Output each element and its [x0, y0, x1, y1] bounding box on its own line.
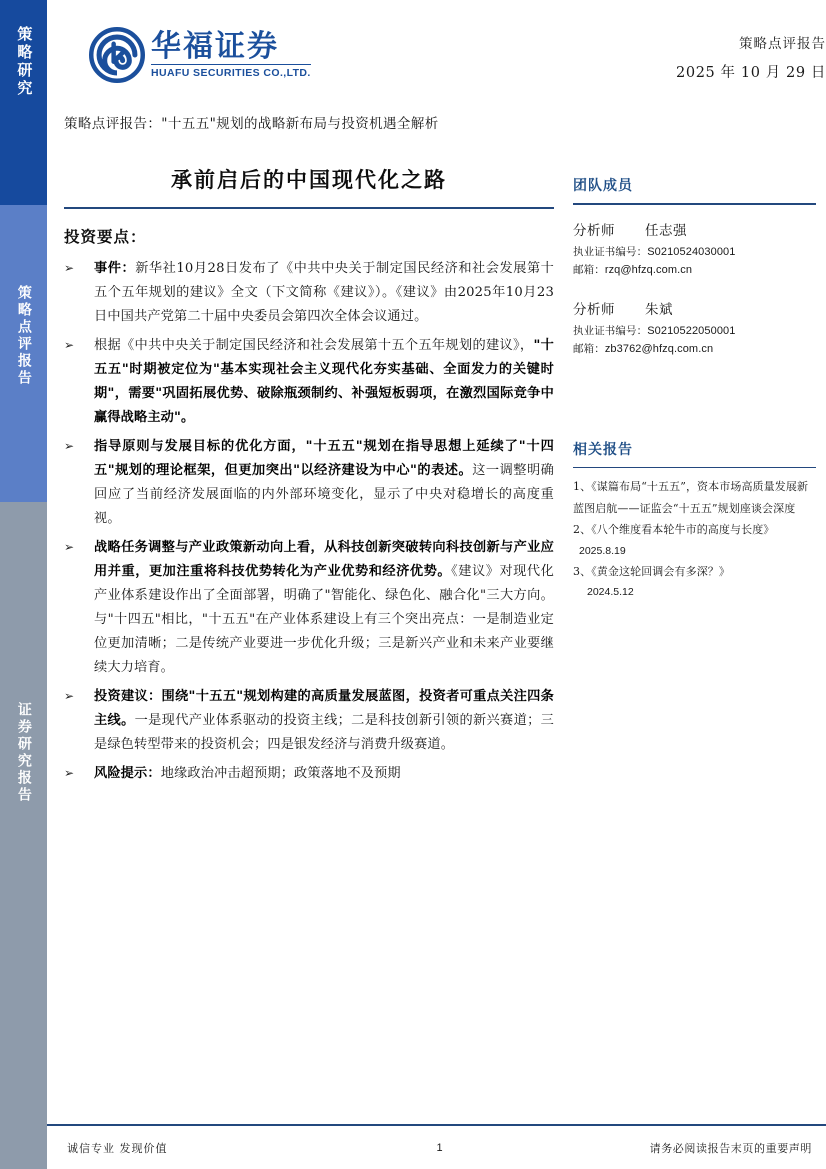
sidebar-segment-strategy-research [0, 0, 47, 205]
analyst-1-email [573, 261, 816, 279]
related-report-date: 2024.5.12 [587, 586, 634, 599]
page-footer [47, 1133, 826, 1163]
bullet-lead-6: 风险提示： [94, 766, 161, 782]
footer-divider [47, 1124, 826, 1126]
bullet-body-4: 《建议》对现代化产业体系建设作出了全面部署，明确了"智能化、绿色化、融合化"三大方向。与"十四五"相比，"十五五"在产业体系建设上有三个突出亮点：一是制造业定位更加清晰；二是传统产业要进一步优化升级；三是新兴产业和未来产业要继续大力培育。 [94, 564, 554, 676]
sidebar-label-strategy-research: 策略研究 [15, 26, 34, 98]
header-meta [676, 32, 826, 82]
arrow-bullet-icon: ➢ [64, 338, 75, 353]
analyst-1-cert-value: S0210524030001 [647, 245, 736, 258]
bullet-paragraph-6 [64, 762, 554, 786]
company-logo [89, 27, 311, 83]
bullet-body-2: 根据《中共中央关于制定国民经济和社会发展第十五个五年规划的建议》， [94, 338, 534, 354]
bullet-text-4 [94, 536, 554, 680]
analyst-2-cert-value: S0210522050001 [647, 325, 736, 338]
arrow-bullet-icon: ➢ [64, 766, 75, 781]
sidebar-segment-report-type [0, 205, 47, 502]
analyst-1-name: 任志强 [645, 222, 687, 239]
analyst-2-role: 分析师 [573, 302, 615, 319]
logo-english-name: HUAFU SECURITIES CO.,LTD. [151, 67, 311, 80]
analyst-2-email-value[interactable]: zb3762@hfzq.com.cn [604, 343, 714, 356]
bullet-lead-1: 事件： [94, 261, 136, 276]
analyst-2-cert-label: 执业证书编号： [573, 325, 648, 338]
analyst-2-email-label: 邮箱： [573, 343, 605, 356]
team-members-heading: 团队成员 [573, 178, 633, 194]
bullet-bold-5: 投资建议：围绕"十五五"规划构建的高质量发展蓝图，投资者可重点关注四条主线。 [94, 689, 554, 729]
report-subtitle: 策略点评报告："十五五"规划的战略新布局与投资机遇全解析 [64, 116, 439, 132]
analyst-2-title-row [573, 298, 816, 318]
main-content-column [64, 160, 554, 791]
sidebar-label-report-type: 策略点评报告 [15, 285, 32, 387]
arrow-bullet-icon: ➢ [64, 261, 75, 275]
bullet-body-5: 一是现代产业体系驱动的投资主线；二是科技创新引领的新兴赛道；三是绿色转型带来的投资机会；四是银发经济与消费升级赛道。 [94, 713, 554, 753]
related-reports-divider [573, 467, 816, 469]
bullet-paragraph-1 [64, 257, 554, 329]
bullet-paragraph-4 [64, 536, 554, 680]
bullet-text-6 [94, 762, 554, 786]
bullet-bold-3: 指导原则与发展目标的优化方面，"十五五"规划在指导思想上延续了"十四五"规划的理论框架，但更加突出"以经济建设为中心"的表述。 [94, 439, 554, 479]
bullet-body-3: 这一调整明确回应了当前经济发展面临的内外部环境变化，显示了中央对稳增长的高度重视。 [94, 463, 554, 527]
header-date: 2025 年 10 月 29 日 [676, 65, 826, 81]
analyst-2-email [573, 340, 816, 358]
bullet-body-1: 新华社10月28日发布了《中共中央关于制定国民经济和社会发展第十五个五年规划的建议》全文（下文简称《建议》）。《建议》由2025年10月23日中国共产党第二十届中央委员会第四次全体会议通过。 [94, 261, 555, 325]
analyst-1-role: 分析师 [573, 222, 615, 239]
sidebar-label-securities-research: 证券研究报告 [15, 702, 32, 804]
analyst-card-1 [573, 219, 816, 280]
footer-slogan: 诚信专业 发现价值 [67, 1142, 168, 1155]
related-reports-heading: 相关报告 [573, 441, 633, 458]
analyst-1-title-row [573, 219, 816, 239]
related-reports-block [573, 439, 816, 603]
bullet-bold-4: 战略任务调整与产业政策新动向上看，从科技创新突破转向科技创新与产业应用并重，更加注重将科技优势转化为产业优势和经济优势。 [94, 540, 554, 580]
analyst-2-cert [573, 322, 816, 340]
team-divider [573, 203, 816, 205]
related-report-item[interactable]: 3、《黄金这轮回调会有多深？》 [573, 565, 730, 579]
right-sidebar-column [573, 175, 816, 603]
page-header [47, 0, 826, 100]
bullet-bold-2: "十五五"时期被定位为"基本实现社会主义现代化夯实基础、全面发力的关键时期"，需要"巩固拓展优势、破除瓶颈制约、补强短板弱项，在激烈国际竞争中赢得战略主动"。 [94, 338, 554, 426]
analyst-1-email-value[interactable]: rzq@hfzq.com.cn [604, 263, 693, 276]
header-report-type: 策略点评报告 [739, 36, 826, 52]
sidebar-segment-securities-research [0, 502, 47, 1169]
bullet-body-6: 地缘政治冲击超预期；政策落地不及预期 [160, 766, 401, 782]
page-title: 承前启后的中国现代化之路 [171, 167, 447, 192]
analyst-2-name: 朱斌 [645, 302, 673, 319]
logo-chinese-name: 华福证券 [151, 28, 279, 64]
related-report-item[interactable]: 2、《八个维度看本轮牛市的高度与长度》 [573, 523, 775, 537]
arrow-bullet-icon: ➢ [64, 439, 75, 454]
related-report-item[interactable]: 1、《谋篇布局“十五五”，资本市场高质量发展新蓝图启航——证监会“十五五”规划座谈会深度 [573, 480, 809, 515]
analyst-1-email-label: 邮箱： [573, 263, 605, 276]
arrow-bullet-icon: ➢ [64, 540, 75, 555]
bullet-text-1 [94, 257, 554, 329]
investment-points-heading: 投资要点： [64, 227, 147, 246]
footer-page-number: 1 [436, 1142, 443, 1154]
vertical-sidebar [0, 0, 47, 1169]
bullet-text-3 [94, 435, 554, 531]
bullet-paragraph-5 [64, 685, 554, 757]
analyst-card-2 [573, 298, 816, 359]
logo-wordmark [151, 28, 311, 80]
bullet-paragraph-3 [64, 435, 554, 531]
bullet-text-5 [94, 685, 554, 757]
huafu-swirl-logo-icon [89, 27, 145, 83]
arrow-bullet-icon: ➢ [64, 689, 75, 704]
logo-divider [151, 64, 311, 65]
bullet-text-2 [94, 334, 554, 430]
analyst-1-cert-label: 执业证书编号： [573, 245, 648, 258]
bullet-paragraph-2 [64, 334, 554, 430]
title-divider [64, 207, 554, 209]
related-report-date: 2025.8.19 [579, 544, 626, 557]
analyst-1-cert [573, 243, 816, 261]
footer-disclaimer: 请务必阅读报告末页的重要声明 [649, 1142, 812, 1155]
